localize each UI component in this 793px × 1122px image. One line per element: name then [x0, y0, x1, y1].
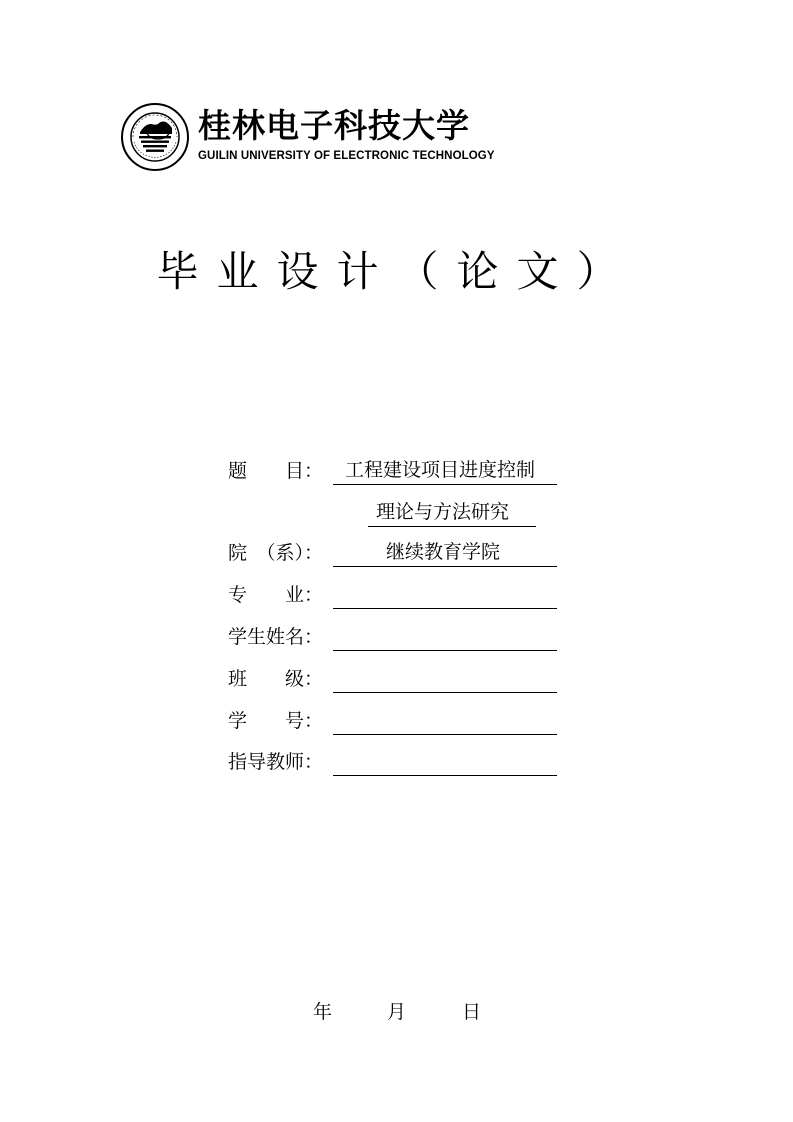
date-year: 年 [313, 1001, 333, 1023]
class-label: 班 级： [228, 668, 324, 690]
date-day: 日 [462, 1001, 482, 1023]
university-name-cn: 桂林电子科技大学 [198, 106, 470, 145]
topic-value-line1: 工程建设项目进度控制 [345, 459, 536, 481]
student-id-underline [333, 706, 557, 735]
department-value: 继续教育学院 [386, 541, 501, 563]
topic-underline [333, 456, 557, 485]
topic-label: 题 目： [228, 460, 324, 482]
student-name-underline [333, 622, 557, 651]
department-label: 院 （系）： [228, 542, 324, 564]
major-label: 专 业： [228, 584, 324, 606]
major-underline [333, 580, 557, 609]
page-title: 毕业设计（论文） [156, 247, 637, 296]
class-underline [333, 664, 557, 693]
topic-value-line2: 理论与方法研究 [376, 501, 510, 523]
advisor-underline [333, 747, 557, 776]
university-name-en: GUILIN UNIVERSITY OF ELECTRONIC TECHNOLOGY [198, 150, 495, 162]
student-name-label: 学生姓名： [228, 626, 324, 648]
advisor-label: 指导教师： [228, 751, 324, 773]
student-id-label: 学 号： [228, 710, 324, 732]
university-header [118, 100, 495, 174]
department-underline [333, 538, 557, 567]
university-emblem-icon [120, 102, 190, 172]
topic-underline-2 [368, 498, 536, 527]
date-month: 月 [387, 1001, 407, 1023]
